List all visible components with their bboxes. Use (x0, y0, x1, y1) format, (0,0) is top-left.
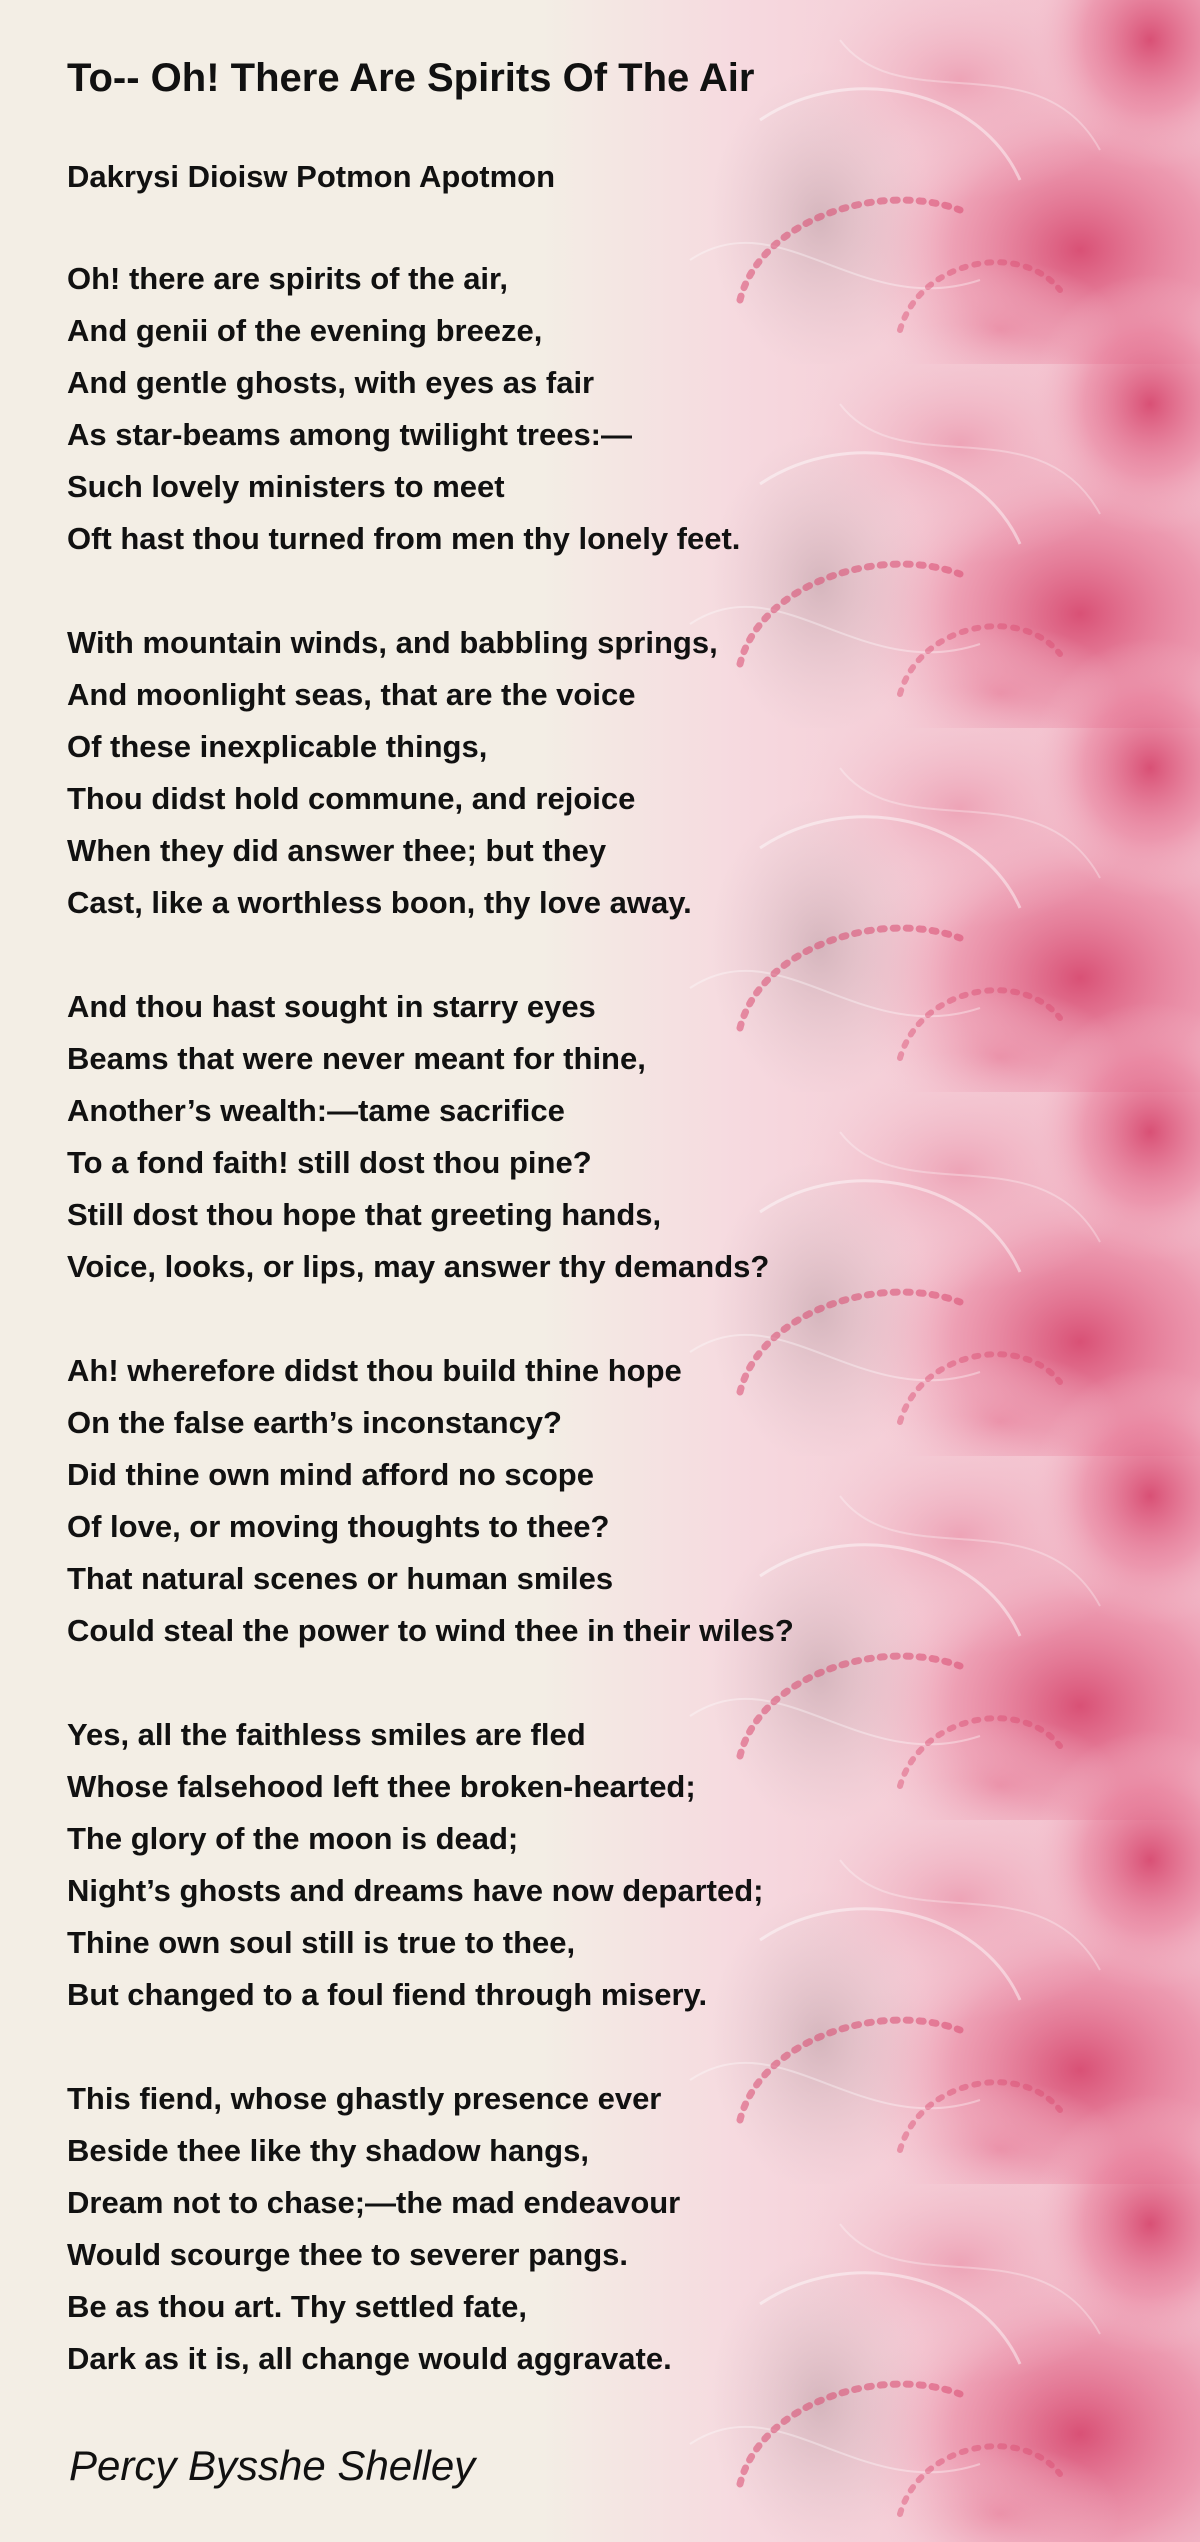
poem-line: Could steal the power to wind thee in their wiles? (67, 1613, 794, 1648)
poem-line: Cast, like a worthless boon, thy love away. (67, 885, 692, 920)
poem-line: Oh! there are spirits of the air, (67, 261, 509, 296)
poem-line: But changed to a foul fiend through misery. (67, 1977, 708, 2012)
stanza-1 (67, 253, 1167, 565)
poem-line: Night’s ghosts and dreams have now departed; (67, 1873, 764, 1908)
poem-line: When they did answer thee; but they (67, 833, 607, 868)
stanza-5 (67, 1709, 1167, 2021)
poem-line: Be as thou art. Thy settled fate, (67, 2289, 527, 2324)
poem-line: Beams that were never meant for thine, (67, 1041, 646, 1076)
poem-line: With mountain winds, and babbling springs, (67, 625, 718, 660)
poem-line: As star-beams among twilight trees:— (67, 417, 633, 452)
poem-author: Percy Bysshe Shelley (69, 2442, 476, 2489)
poem-line: To a fond faith! still dost thou pine? (67, 1145, 592, 1180)
poem-line: Voice, looks, or lips, may answer thy demands? (67, 1249, 770, 1284)
poem-line: This fiend, whose ghastly presence ever (67, 2081, 662, 2116)
poem-line: And gentle ghosts, with eyes as fair (67, 365, 595, 400)
poem-line: And thou hast sought in starry eyes (67, 989, 596, 1024)
poem-line: Oft hast thou turned from men thy lonely feet. (67, 521, 741, 556)
poem-line: On the false earth’s inconstancy? (67, 1405, 562, 1440)
poem-line: Another’s wealth:—tame sacrifice (67, 1093, 565, 1128)
poem-line: Of love, or moving thoughts to thee? (67, 1509, 610, 1544)
poem-line: Beside thee like thy shadow hangs, (67, 2133, 589, 2168)
poem-epigraph: Dakrysi Dioisw Potmon Apotmon (67, 159, 556, 194)
poem-line: Dark as it is, all change would aggravate. (67, 2341, 672, 2376)
poem-line: Dream not to chase;—the mad endeavour (67, 2185, 681, 2220)
poem-line: Of these inexplicable things, (67, 729, 488, 764)
poem-line: Yes, all the faithless smiles are fled (67, 1717, 586, 1752)
poem-line: And genii of the evening breeze, (67, 313, 543, 348)
stanza-4 (67, 1345, 1167, 1657)
poem-line: That natural scenes or human smiles (67, 1561, 614, 1596)
poem-line: The glory of the moon is dead; (67, 1821, 519, 1856)
stanza-3 (67, 981, 1167, 1293)
stanza-6 (67, 2073, 1167, 2385)
poem-line: Did thine own mind afford no scope (67, 1457, 594, 1492)
poem-line: Thou didst hold commune, and rejoice (67, 781, 636, 816)
poem-line: Such lovely ministers to meet (67, 469, 505, 504)
poem-line: Whose falsehood left thee broken-hearted; (67, 1769, 696, 1804)
poem-line: Ah! wherefore didst thou build thine hope (67, 1353, 682, 1388)
poem-line: Would scourge thee to severer pangs. (67, 2237, 629, 2272)
poem-line: Still dost thou hope that greeting hands, (67, 1197, 662, 1232)
stanza-2 (67, 617, 1167, 929)
poem-title: To-- Oh! There Are Spirits Of The Air (67, 56, 755, 100)
poem-line: And moonlight seas, that are the voice (67, 677, 636, 712)
poem-line: Thine own soul still is true to thee, (67, 1925, 576, 1960)
